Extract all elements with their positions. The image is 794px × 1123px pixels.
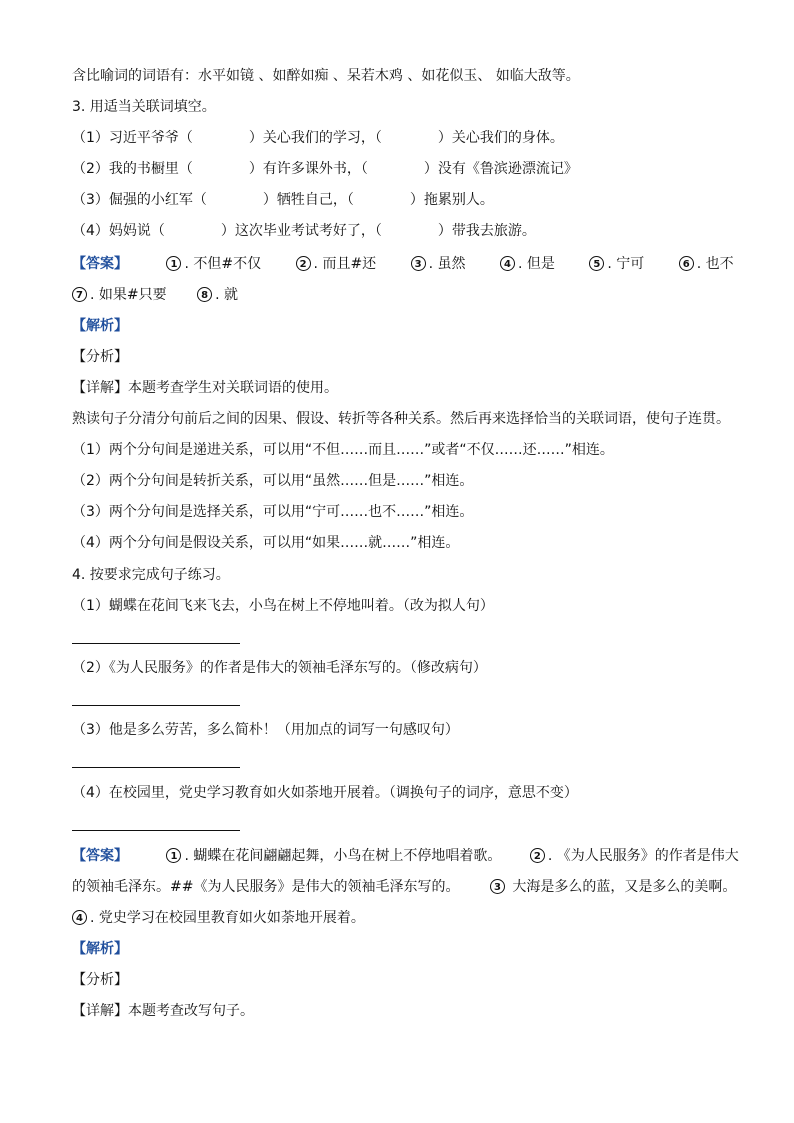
answer-item xyxy=(530,846,739,866)
circled-number: 2 xyxy=(296,256,311,271)
answer-item xyxy=(490,877,736,897)
circled-number: 4 xyxy=(72,910,87,925)
answer-blank-line xyxy=(72,767,240,768)
question-4-answer-row-2 xyxy=(72,877,736,897)
question-3-answer-row-2 xyxy=(72,285,238,305)
question-3-item-3: （3）倔强的小红军（ ）牺牲自己，（ ）拖累别人。 xyxy=(72,192,494,208)
answer-text: . 党史学习在校园里教育如火如荼地开展着。 xyxy=(90,910,365,926)
answer-item xyxy=(197,285,238,305)
answer-item xyxy=(411,254,466,274)
note-1: （1）两个分句间是递进关系，可以用“不但……而且……”或者“不仅……还……”相连。 xyxy=(72,442,614,458)
circled-number: 3 xyxy=(490,879,505,894)
question-3-item-2: （2）我的书橱里（ ）有许多课外书，（ ）没有《鲁滨逊漂流记》 xyxy=(72,161,578,177)
note-2: （2）两个分句间是转折关系，可以用“虽然……但是……”相连。 xyxy=(72,473,474,489)
answer-text: . 《为人民服务》的作者是伟大 xyxy=(547,848,739,864)
detail-text: 本题考查学生对关联词语的使用。 xyxy=(128,380,338,396)
circled-number: 7 xyxy=(72,287,87,302)
answer-blank-line xyxy=(72,643,240,644)
circled-number: 5 xyxy=(589,256,604,271)
jiexi-tag: 【解析】 xyxy=(72,318,128,334)
answer-blank-line xyxy=(72,830,240,831)
circled-number: 8 xyxy=(197,287,212,302)
answer-text: . 就 xyxy=(215,287,238,303)
question-3-item-1: （1）习近平爷爷（ ）关心我们的学习，（ ）关心我们的身体。 xyxy=(72,130,564,146)
answer-item xyxy=(72,908,365,928)
answer-tag: 【答案】 xyxy=(72,848,128,864)
detail-tag: 【详解】 xyxy=(72,1003,128,1019)
detail-text: 本题考查改写句子。 xyxy=(128,1003,254,1019)
circled-number: 1 xyxy=(166,848,181,863)
question-4-answer-row-3 xyxy=(72,908,365,928)
detail-tag: 【详解】 xyxy=(72,380,128,396)
answer-text: . 虽然 xyxy=(428,256,466,272)
fenxi-tag: 【分析】 xyxy=(72,349,128,365)
answer-item xyxy=(500,254,555,274)
question-4-item-4: （4）在校园里，党史学习教育如火如荼地开展着。（调换句子的词序，意思不变） xyxy=(72,785,578,801)
answer-item xyxy=(72,285,167,305)
circled-number: 3 xyxy=(411,256,426,271)
circled-number: 4 xyxy=(500,256,515,271)
detail-line xyxy=(72,378,338,398)
note-3: （3）两个分句间是选择关系，可以用“宁可……也不……”相连。 xyxy=(72,504,474,520)
answer-text: . 不但#不仅 xyxy=(184,256,262,272)
answer-text: . 也不 xyxy=(696,256,734,272)
question-3-answer-row xyxy=(72,254,734,274)
question-4-title: 4. 按要求完成句子练习。 xyxy=(72,567,230,583)
question-4-answer-row xyxy=(72,846,739,866)
circled-number: 6 xyxy=(679,256,694,271)
answer-blank-line xyxy=(72,705,240,706)
answer-item xyxy=(679,254,734,274)
circled-number: 2 xyxy=(530,848,545,863)
answer-text: . 宁可 xyxy=(607,256,645,272)
answer-text: . 但是 xyxy=(518,256,555,272)
answer-text: 的领袖毛泽东。##《为人民服务》是伟大的领袖毛泽东写的。 xyxy=(72,879,460,895)
question-4-item-1: （1）蝴蝶在花间飞来飞去，小鸟在树上不停地叫着。（改为拟人句） xyxy=(72,598,494,614)
answer-text: . 如果#只要 xyxy=(90,287,167,303)
question-4-item-3: （3）他是多么劳苦，多么简朴！（用加点的词写一句感叹句） xyxy=(72,722,459,738)
question-3-item-4: （4）妈妈说（ ）这次毕业考试考好了，（ ）带我去旅游。 xyxy=(72,223,536,239)
answer-item xyxy=(589,254,644,274)
answer-item xyxy=(296,254,377,274)
note-4: （4）两个分句间是假设关系，可以用“如果……就……”相连。 xyxy=(72,535,460,551)
question-4-item-2: （2）《为人民服务》的作者是伟大的领袖毛泽东写的。（修改病句） xyxy=(72,660,487,676)
detail-line xyxy=(72,1001,254,1021)
answer-text: . 蝴蝶在花间翩翩起舞，小鸟在树上不停地唱着歌。 xyxy=(184,848,502,864)
answer-tag: 【答案】 xyxy=(72,256,128,272)
circled-number: 1 xyxy=(166,256,181,271)
question-3-title: 3. 用适当关联词填空。 xyxy=(72,99,216,115)
answer-item xyxy=(166,254,261,274)
answer-text: 大海是多么的蓝，又是多么的美啊。 xyxy=(507,879,737,895)
explain-line: 熟读句子分清分句前后之间的因果、假设、转折等各种关系。然后再来选择恰当的关联词语，使句子连贯。 xyxy=(72,411,730,427)
intro-line: 含比喻词的词语有：水平如镜 、如醉如痴 、呆若木鸡 、如花似玉、 如临大敌等。 xyxy=(72,68,580,84)
answer-text: . 而且#还 xyxy=(313,256,377,272)
jiexi-tag: 【解析】 xyxy=(72,941,128,957)
fenxi-tag: 【分析】 xyxy=(72,972,128,988)
answer-item xyxy=(166,846,501,866)
